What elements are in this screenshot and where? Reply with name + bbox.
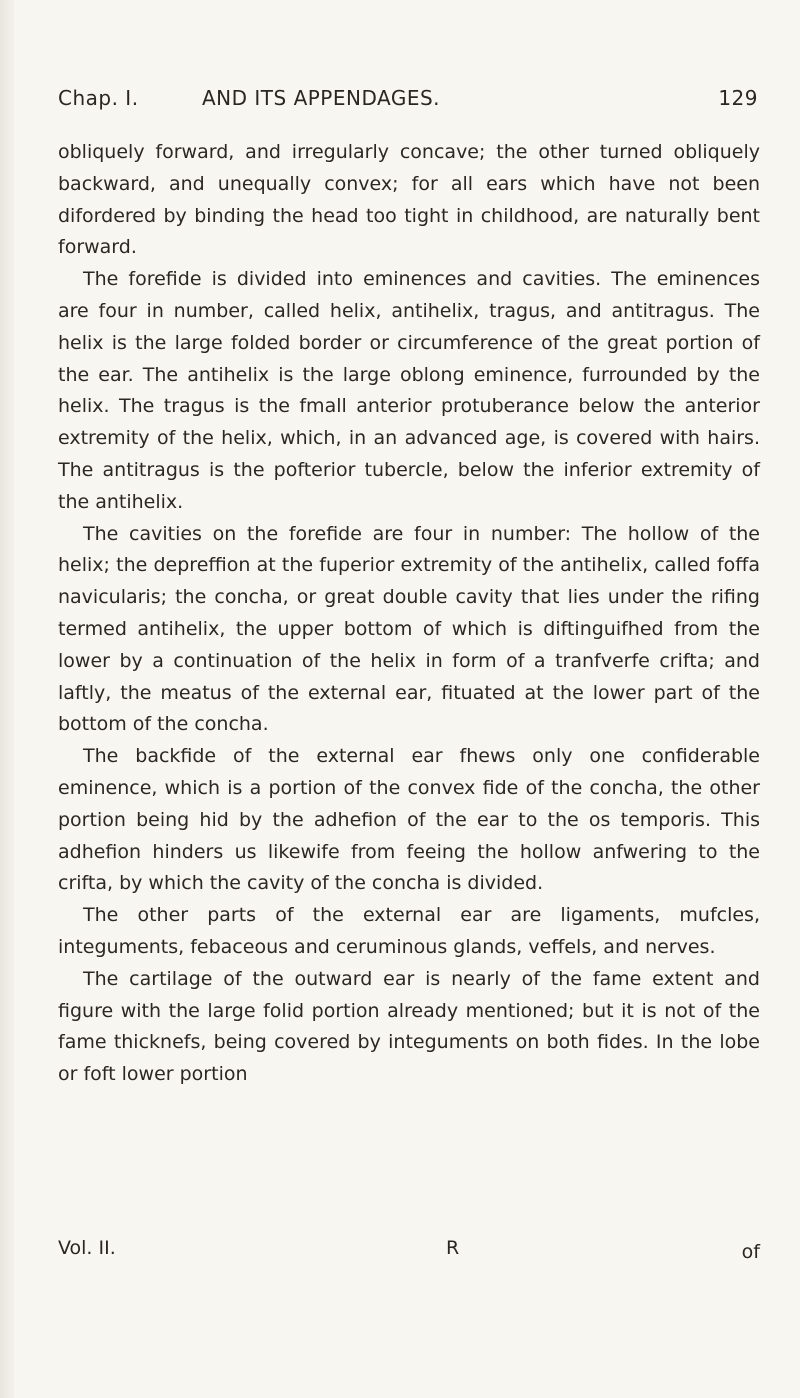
body-text [58, 137, 760, 1091]
paragraph: obliquely forward, and irregularly concave; the other turned obliquely backward, and unequally convex; for all ears which have not been difordered by binding the head too tight in childhood, are naturally bent forward. [58, 141, 760, 259]
signature-mark: R [446, 1237, 460, 1259]
paragraph: The other parts of the external ear are ligaments, mufcles, integuments, febaceous and ceruminous glands, veffels, and nerves. [58, 904, 760, 958]
page-binding-edge [0, 0, 14, 1398]
running-header [58, 86, 758, 116]
volume-label: Vol. II. [58, 1237, 116, 1259]
paragraph: The backfide of the external ear fhews only one confiderable eminence, which is a portion of the convex fide of the concha, the other portion being hid by the adhefion of the ear to the os temporis. This adhefion hinders us likewife from feeing the hollow anfwering to the crifta, by which the cavity of the concha is divided. [58, 745, 760, 895]
chapter-label: Chap. I. [58, 86, 139, 110]
paragraph: The forefide is divided into eminences and cavities. The eminences are four in number, called helix, antihelix, tragus, and antitragus. The helix is the large folded border or circumference of the great portion of the ear. The antihelix is the large oblong eminence, furrounded by the helix. The tragus is the fmall anterior protuberance below the anterior extremity of the helix, which, in an advanced age, is covered with hairs. The antitragus is the pofterior tubercle, below the inferior extremity of the antihelix. [58, 268, 760, 513]
page-footer [58, 1237, 760, 1271]
running-title: AND ITS APPENDAGES. [202, 86, 441, 110]
catchword: of [741, 1241, 760, 1263]
page-number: 129 [718, 86, 758, 110]
paragraph: The cavities on the forefide are four in number: The hollow of the helix; the depreffion at the fuperior extremity of the antihelix, called foffa navicularis; the concha, or great double cavity that lies under the rifing termed antihelix, the upper bottom of which is diftinguifhed from the lower by a continuation of the helix in form of a tranfverfe crifta; and laftly, the meatus of the external ear, fituated at the lower part of the bottom of the concha. [58, 522, 760, 736]
paragraph: The cartilage of the outward ear is nearly of the fame extent and figure with the large folid portion already mentioned; but it is not of the fame thicknefs, being covered by integuments on both fides. In the lobe or foft lower portion [58, 967, 760, 1086]
